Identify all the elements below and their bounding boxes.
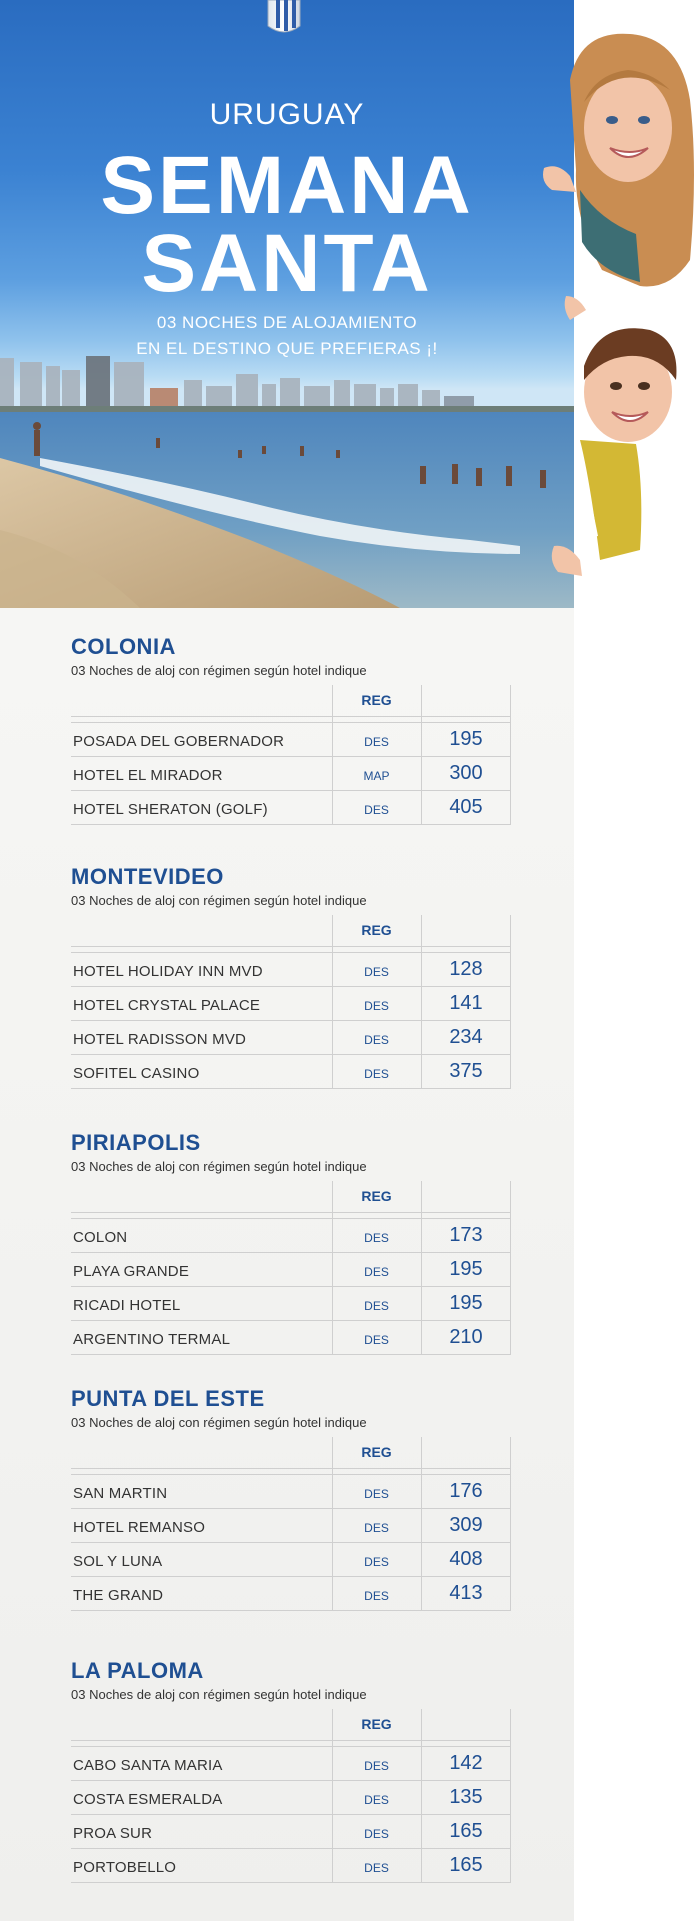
hotel-name: HOTEL SHERATON (GOLF) [73,801,268,818]
table-row [71,1253,511,1287]
hotel-name: HOTEL CRYSTAL PALACE [73,997,261,1014]
regimen-header: REG [361,922,392,938]
section-colonia [71,634,511,825]
price: 300 [449,762,483,784]
rates-table [71,1437,511,1611]
regimen-code: MAP [363,769,390,783]
regimen-code: DES [364,1231,389,1245]
section-montevideo [71,864,511,1089]
section-title: PUNTA DEL ESTE [71,1386,265,1411]
hotel-name: THE GRAND [73,1587,164,1604]
section-punta-del-este [71,1386,511,1611]
regimen-code: DES [364,1759,389,1773]
hotel-name: POSADA DEL GOBERNADOR [73,733,285,750]
table-row [71,757,511,791]
hotel-name: PORTOBELLO [73,1859,177,1876]
hotel-name: RICADI HOTEL [73,1297,181,1314]
table-row [71,723,511,757]
hotel-name: HOTEL REMANSO [73,1519,206,1536]
hotel-name: HOTEL RADISSON MVD [73,1031,247,1048]
table-row [71,1475,511,1509]
hotel-name: COLON [73,1229,128,1246]
price: 165 [449,1854,483,1876]
hero-title-line2: SANTA [141,218,433,309]
price: 165 [449,1820,483,1842]
section-subtitle: 03 Noches de aloj con régimen según hotel indique [71,1415,367,1430]
price: 234 [449,1026,483,1048]
regimen-code: DES [364,1333,389,1347]
table-row [71,1287,511,1321]
regimen-code: DES [364,803,389,817]
price: 176 [449,1480,483,1502]
table-header [71,1437,511,1469]
price: 142 [449,1752,483,1774]
table-row [71,1577,511,1611]
regimen-code: DES [364,1827,389,1841]
table-header [71,1181,511,1213]
table-row [71,1543,511,1577]
regimen-header: REG [361,1716,392,1732]
table-row [71,1849,511,1883]
rates-table [71,1181,511,1355]
price: 128 [449,958,483,980]
price: 195 [449,1258,483,1280]
hotel-name: SOL Y LUNA [73,1553,163,1570]
price: 309 [449,1514,483,1536]
hotel-name: COSTA ESMERALDA [73,1791,223,1808]
table-row [71,791,511,825]
regimen-code: DES [364,1299,389,1313]
price: 375 [449,1060,483,1082]
rates-table [71,915,511,1089]
regimen-code: DES [364,1521,389,1535]
price: 173 [449,1224,483,1246]
table-row [71,1055,511,1089]
price: 405 [449,796,483,818]
regimen-code: DES [364,735,389,749]
regimen-code: DES [364,965,389,979]
hotel-name: HOTEL HOLIDAY INN MVD [73,963,263,980]
section-title: LA PALOMA [71,1658,204,1683]
price: 141 [449,992,483,1014]
beach-scene-image [0,340,574,608]
regimen-code: DES [364,1589,389,1603]
hero-banner [0,0,574,608]
price: 408 [449,1548,483,1570]
hero-country: URUGUAY [209,98,365,131]
regimen-code: DES [364,1067,389,1081]
hero-title-line1: SEMANA [100,140,474,231]
hotel-name: SOFITEL CASINO [73,1065,200,1082]
hotel-name: PROA SUR [73,1825,153,1842]
section-subtitle: 03 Noches de aloj con régimen según hotel indique [71,893,367,908]
section-title: MONTEVIDEO [71,864,224,889]
children-photo [540,20,700,620]
section-la-paloma [71,1658,511,1883]
hero-subtitle-line1: 03 NOCHES DE ALOJAMIENTO [156,313,418,332]
table-row [71,1509,511,1543]
price: 195 [449,728,483,750]
table-row [71,1219,511,1253]
regimen-code: DES [364,1265,389,1279]
table-header [71,1709,511,1741]
rates-table [71,1709,511,1883]
rates-content [0,608,574,1921]
regimen-code: DES [364,1555,389,1569]
regimen-header: REG [361,692,392,708]
section-piriapolis [71,1130,511,1355]
section-subtitle: 03 Noches de aloj con régimen según hotel indique [71,1159,367,1174]
hotel-name: HOTEL EL MIRADOR [73,767,223,784]
uruguay-flag-icon [262,0,306,36]
price: 413 [449,1582,483,1604]
rates-table [71,685,511,825]
price: 210 [449,1326,483,1348]
regimen-code: DES [364,999,389,1013]
regimen-code: DES [364,1793,389,1807]
table-row [71,1747,511,1781]
regimen-code: DES [364,1861,389,1875]
hotel-name: ARGENTINO TERMAL [73,1331,231,1348]
hotel-name: PLAYA GRANDE [73,1263,190,1280]
table-row [71,1815,511,1849]
table-row [71,1781,511,1815]
price: 135 [449,1786,483,1808]
hotel-name: CABO SANTA MARIA [73,1757,223,1774]
hero-subtitle-line2: EN EL DESTINO QUE PREFIERAS ¡! [136,339,438,358]
table-row [71,953,511,987]
table-header [71,685,511,717]
section-title: PIRIAPOLIS [71,1130,201,1155]
table-row [71,1021,511,1055]
regimen-code: DES [364,1487,389,1501]
table-header [71,915,511,947]
price: 195 [449,1292,483,1314]
section-title: COLONIA [71,634,176,659]
section-subtitle: 03 Noches de aloj con régimen según hotel indique [71,663,367,678]
section-subtitle: 03 Noches de aloj con régimen según hotel indique [71,1687,367,1702]
regimen-header: REG [361,1444,392,1460]
table-row [71,987,511,1021]
regimen-code: DES [364,1033,389,1047]
hotel-name: SAN MARTIN [73,1485,168,1502]
regimen-header: REG [361,1188,392,1204]
table-row [71,1321,511,1355]
